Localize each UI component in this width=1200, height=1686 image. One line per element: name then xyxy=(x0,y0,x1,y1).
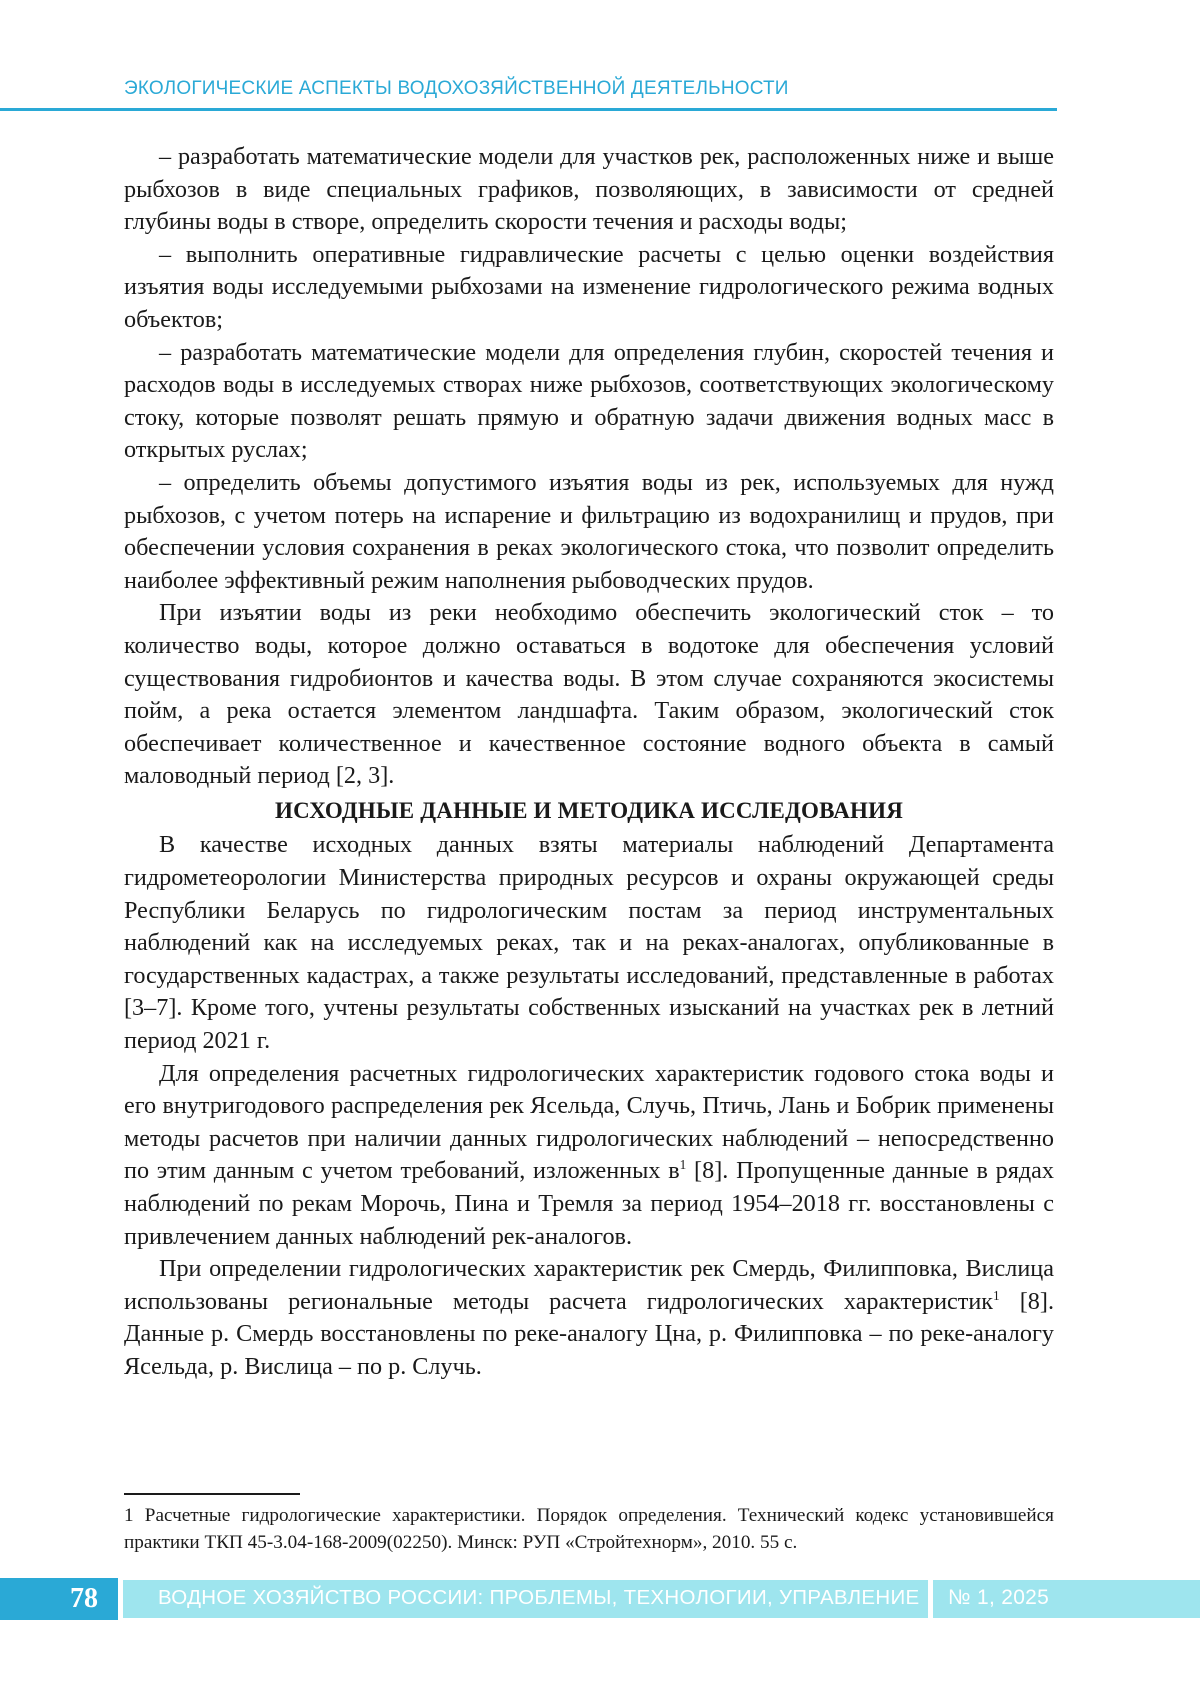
text-run: Для определения расчетных гидрологических характеристик годового стока воды и его внутригодового распределения рек Ясельда, Случь, Птичь, Лань и Бобрик применены методы расчетов при наличии данных гидрологических наблюдений – непосредственно по этим данным с учетом требований, изложенных в xyxy=(124,1059,1054,1185)
footnote-rule xyxy=(124,1493,300,1495)
journal-title: ВОДНОЕ ХОЗЯЙСТВО РОССИИ: ПРОБЛЕМЫ, ТЕХНОЛОГИИ, УПРАВЛЕНИЕ xyxy=(158,1586,920,1609)
paragraph-ecological-flow: При изъятии воды из реки необходимо обеспечить экологический сток – то количество воды, которое должно оставаться в водотоке для обеспечения условий существования гидробионтов и качества воды. В этом случае сохраняются экосистемы пойм, а река остается элементом ландшафта. Таким образом, экологический сток обеспечивает количественное и качественное состояние водного объекта в самый маловодный период [2, 3]. xyxy=(124,599,1054,790)
page-number: 78 xyxy=(70,1583,98,1614)
article-body xyxy=(124,141,1054,1384)
bullet-item: – разработать математические модели для участков рек, расположенных ниже и выше рыбхозов в виде специальных графиков, позволяющих, в зависимости от средней глубины воды в створе, определить скорости течения и расходы воды; xyxy=(124,143,1054,236)
footer-separator xyxy=(928,1578,933,1620)
paragraph-methods xyxy=(124,1058,1054,1254)
footer-separator xyxy=(118,1578,123,1620)
bullet-item: – выполнить оперативные гидравлические расчеты с целью оценки воздействия изъятия воды исследуемыми рыбхозами на изменение гидрологического режима водных объектов; xyxy=(124,240,1054,333)
issue-number: № 1, 2025 xyxy=(948,1586,1050,1609)
text-run: При определении гидрологических характеристик рек Смердь, Филипповка, Вислица использованы региональные методы расчета гидрологических характеристик xyxy=(124,1255,1054,1315)
page-number-box xyxy=(0,1578,118,1620)
running-title: ЭКОЛОГИЧЕСКИЕ АСПЕКТЫ ВОДОХОЗЯЙСТВЕННОЙ ДЕЯТЕЛЬНОСТИ xyxy=(124,78,789,99)
paragraph-source-data: В качестве исходных данных взяты материалы наблюдений Департамента гидрометеорологии Министерства природных ресурсов и охраны окружающей среды Республики Беларусь по гидрологическим постам за период инструментальных наблюдений как на исследуемых реках, так и на реках-аналогах, опубликованные в государственных кадастрах, а также результаты исследований, представленные в работах [3–7]. Кроме того, учтены результаты собственных изысканий на участках рек в летний период 2021 г. xyxy=(124,831,1054,1055)
bullet-item: – определить объемы допустимого изъятия воды из рек, используемых для нужд рыбхозов, с учетом потерь на испарение и фильтрацию из водохранилищ и прудов, при обеспечении условия сохранения в реках экологического стока, что позволит определить наиболее эффективный режим наполнения рыбоводческих прудов. xyxy=(124,468,1054,594)
section-heading: ИСХОДНЫЕ ДАННЫЕ И МЕТОДИКА ИССЛЕДОВАНИЯ xyxy=(274,797,903,823)
footnote: 1 Расчетные гидрологические характеристики. Порядок определения. Технический кодекс установившейся практики ТКП 45-3.04-168-2009(02250). Минск: РУП «Стройтехнорм», 2010. 55 с. xyxy=(124,1505,1054,1553)
footnote-ref[interactable]: 1 xyxy=(993,1287,1000,1303)
bullet-item: – разработать математические модели для определения глубин, скоростей течения и расходов воды в исследуемых створах ниже рыбхозов, соответствующих экологическому стоку, которые позволят решать прямую и обратную задачи движения водных масс в открытых руслах; xyxy=(124,338,1054,464)
footnote-ref[interactable]: 1 xyxy=(679,1157,687,1173)
paragraph-regional-methods xyxy=(124,1253,1054,1383)
text-run: [8]. Пропущенные данные в рядах наблюдений по рекам Морочь, Пина и Тремля за период 1954–2018 гг. восстановлены с привлечением данных наблюдений рек-аналогов. xyxy=(124,1157,1054,1250)
text-run: [8]. Данные р. Смердь восстановлены по реке-аналогу Цна, р. Филипповка – по реке-аналогу Ясельда, р. Вислица – по р. Случь. xyxy=(124,1287,1055,1380)
header-rule xyxy=(0,108,1057,111)
